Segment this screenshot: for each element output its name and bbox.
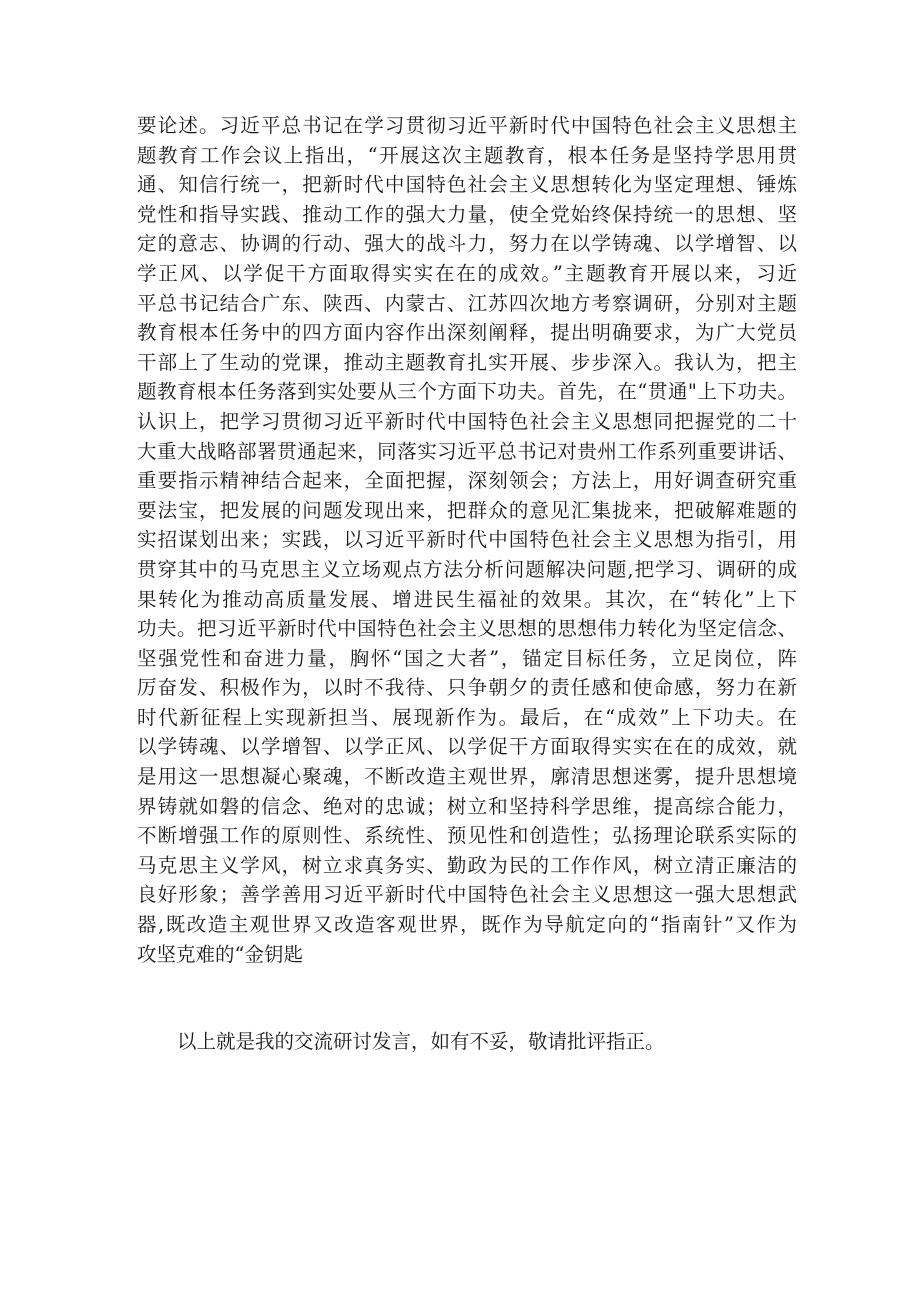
body-line: 攻坚克难的“金钥匙 xyxy=(137,942,303,966)
body-line: 党性和指导实践、推动工作的强大力量，使全党始终保持统一的思想、坚 xyxy=(137,202,797,226)
body-line: 大重大战略部署贯通起来，同落实习近平总书记对贵州工作系列重要讲话、 xyxy=(137,439,797,463)
body-line: 不断增强工作的原则性、系统性、预见性和创造性；弘扬理论联系实际的 xyxy=(137,824,797,848)
body-line: 界铸就如磐的信念、绝对的忠诚；树立和坚持科学思维，提高综合能力， xyxy=(137,794,797,818)
body-line: 实招谋划出来；实践，以习近平新时代中国特色社会主义思想为指引，用 xyxy=(137,528,797,552)
body-line: 器,既改造主观世界又改造客观世界，既作为导航定向的“指南针”又作为 xyxy=(137,913,797,937)
body-line: 以学铸魂、以学增智、以学正风、以学促干方面取得实实在在的成效，就 xyxy=(137,735,797,759)
body-line: 厉奋发、积极作为，以时不我待、只争朝夕的责任感和使命感，努力在新 xyxy=(137,676,797,700)
body-line: 是用这一思想凝心聚魂，不断改造主观世界，廓清思想迷雾，提升思想境 xyxy=(137,765,797,789)
body-paragraph xyxy=(137,111,797,969)
body-line: 良好形象；善学善用习近平新时代中国特色社会主义思想这一强大思想武 xyxy=(137,883,797,907)
closing-paragraph: 以上就是我的交流研讨发言，如有不妥，敬请批评指正。 xyxy=(177,1030,665,1053)
body-line: 学正风、以学促干方面取得实实在在的成效。”主题教育开展以来，习近 xyxy=(137,261,797,285)
body-line: 重要指示精神结合起来，全面把握，深刻领会；方法上，用好调查研究重 xyxy=(137,469,797,493)
body-line: 功夫。把习近平新时代中国特色社会主义思想的思想伟力转化为坚定信念、 xyxy=(137,617,797,641)
body-line: 要论述。习近平总书记在学习贯彻习近平新时代中国特色社会主义思想主 xyxy=(137,114,797,137)
body-line: 平总书记结合广东、陕西、内蒙古、江苏四次地方考察调研，分别对主题 xyxy=(137,291,797,315)
body-line: 题教育根本任务落到实处要从三个方面下功夫。首先，在“贯通"上下功夫。 xyxy=(137,380,797,404)
body-line: 题教育工作会议上指出，“开展这次主题教育，根本任务是坚持学思用贯 xyxy=(137,143,797,167)
body-line: 干部上了生动的党课，推动主题教育扎实开展、步步深入。我认为，把主 xyxy=(137,350,797,374)
body-line: 要法宝，把发展的问题发现出来，把群众的意见汇集拢来，把破解难题的 xyxy=(137,498,797,522)
body-line: 坚强党性和奋进力量，胸怀“国之大者”，锚定目标任务，立足岗位，阵 xyxy=(137,646,797,670)
body-line: 定的意志、协调的行动、强大的战斗力，努力在以学铸魂、以学增智、以 xyxy=(137,232,797,256)
body-line: 认识上，把学习贯彻习近平新时代中国特色社会主义思想同把握党的二十 xyxy=(137,409,797,433)
body-line: 果转化为推动高质量发展、增进民生福祉的效果。其次，在“转化”上下 xyxy=(137,587,797,611)
body-line: 教育根本任务中的四方面内容作出深刻阐释，提出明确要求，为广大党员 xyxy=(137,321,797,345)
body-line: 贯穿其中的马克思主义立场观点方法分析问题解决问题,把学习、调研的成 xyxy=(137,557,797,581)
body-line: 马克思主义学风，树立求真务实、勤政为民的工作作风，树立清正廉洁的 xyxy=(137,853,797,877)
body-line: 时代新征程上实现新担当、展现新作为。最后，在“成效”上下功夫。在 xyxy=(137,705,797,729)
body-line: 通、知信行统一，把新时代中国特色社会主义思想转化为坚定理想、锤炼 xyxy=(137,173,797,197)
